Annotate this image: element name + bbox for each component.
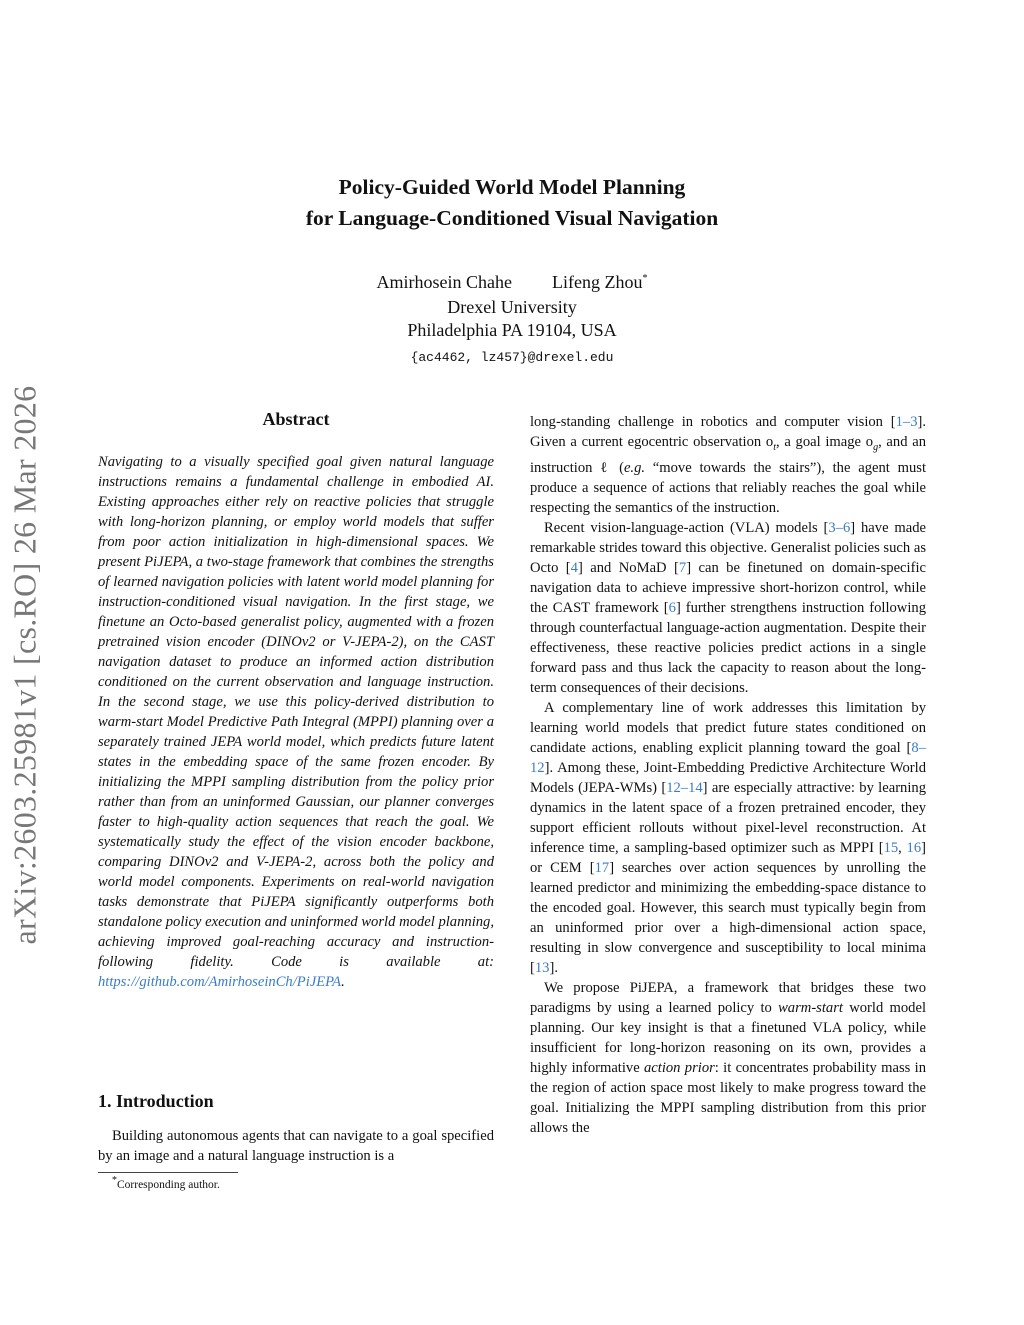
intro-heading: 1. Introduction (98, 1091, 214, 1111)
footnote-text: Corresponding author. (117, 1179, 220, 1191)
author-line (0, 270, 1024, 295)
intro-paragraph-2: Recent vision-language-action (VLA) models [3–6] have made remarkable strides toward this objective. Generalist policies such as Octo [4] and NoMaD [7] can be finetuned on domain-specific navigation data to achieve impressive short-horizon control, while the CAST framework [6] further strengthens instruction following through counterfactual language-action augmentation. Despite their effectiveness, these reactive policies predict actions in a single forward pass and thus lack the capacity to reason about the long-term consequences of their decisions. (530, 519, 926, 696)
citation[interactable]: 6 (668, 599, 676, 616)
intro-paragraph-4: We propose PiJEPA, a framework that bridges these two paradigms by using a learned policy to warm-start world model planning. Our key insight is that a finetuned VLA policy, while insufficient for long-horizon reasoning on its own, provides a highly informative action prior: it concentrates probability mass in the region of action space most likely to make progress toward the goal. Initializing the MPPI sampling distribution from this prior allows the (530, 979, 926, 1136)
footnote (112, 1175, 220, 1192)
author-name: Amirhosein Chahe (376, 272, 512, 292)
affiliation: Drexel University (447, 297, 577, 317)
citation[interactable]: 17 (594, 859, 610, 876)
intro-right-column (530, 412, 926, 1138)
paper-title-line2: for Language-Conditioned Visual Navigation (305, 206, 719, 230)
citation[interactable]: 4 (570, 559, 578, 576)
footnote-rule (98, 1172, 238, 1173)
citation[interactable]: 1–3 (895, 414, 918, 430)
intro-paragraph-1-cont: long-standing challenge in robotics and computer vision [1–3]. Given a current egocentric observation $o_t$, a goal image $o_g$, and an instruction ℓ (e.g. “move towards the stairs”), the agent must produce a sequence of actions that reliably reaches the goal while respecting the semantics of the instruction. (530, 414, 926, 516)
footnote-mark: * (112, 1175, 117, 1187)
address: Philadelphia PA 19104, USA (407, 320, 617, 340)
author-email: {ac4462, lz457}@drexel.edu (410, 350, 614, 365)
citation[interactable]: 3–6 (828, 519, 851, 536)
arxiv-id: arXiv:2603.25981v1 [cs.RO] 26 Mar 2026 (6, 385, 43, 945)
abstract-body (98, 452, 494, 992)
citation[interactable]: 8–12 (530, 739, 926, 776)
citation[interactable]: 13 (534, 959, 550, 976)
citation[interactable]: 15 (883, 839, 899, 856)
email-line (0, 343, 1024, 370)
citation[interactable]: 12–14 (666, 779, 703, 796)
intro-paragraph-1-start: Building autonomous agents that can navigate to a goal specified by an image and a natural language instruction is a (98, 1128, 494, 1164)
intro-left-paragraph (98, 1126, 494, 1166)
abstract-end: . (341, 974, 345, 990)
abstract-heading (98, 408, 494, 430)
intro-paragraph-3: A complementary line of work addresses this limitation by learning world models that predict future states conditioned on candidate actions, enabling explicit planning toward the goal [8–12]. Among these, Joint-Embedding Predictive Architecture World Models (JEPA-WMs) [12–14] are especially attractive: by learning dynamics in the latent space of a frozen pretrained encoder, they support efficient rollouts without pixel-level reconstruction. At inference time, a sampling-based optimizer such as MPPI [15, 16] or CEM [17] searches over action sequences by unrolling the learned predictor and minimizing the embedding-space distance to the encoded goal. However, this search must typically begin from an uninformed prior over a high-dimensional action space, resulting in slow convergence and susceptibility to local minima [13]. (530, 699, 927, 976)
citation[interactable]: 16 (906, 839, 922, 856)
author-name: Lifeng Zhou (552, 272, 643, 292)
citation[interactable]: 7 (678, 559, 687, 576)
abstract-text: Navigating to a visually specified goal given natural language instructions remains a fundamental challenge in embodied AI. Existing approaches either rely on reactive policies that struggle with long-horizon planning, or employ world models that suffer from poor action initialization in high-dimensional spaces. We present PiJEPA, a two-stage framework that combines the strengths of learned navigation policies with latent world model planning for instruction-conditioned visual navigation. In the first stage, we finetune an Octo-based generalist policy, augmented with a frozen pretrained vision encoder (DINOv2 or V-JEPA-2), on the CAST navigation dataset to produce an informed action distribution conditioned on the current observation and language instruction. In the second stage, we use this policy-derived distribution to warm-start Model Predictive Path Integral (MPPI) planning over a separately trained JEPA world model, which predicts future latent states in the embedding space of the same frozen encoder. By initializing the MPPI sampling distribution from the policy prior rather than from an uninformed Gaussian, our planner converges faster to high-quality action sequences that reach the goal. We systematically study the effect of the vision encoder backbone, comparing DINOv2 and V-JEPA-2, across both the policy and world model components. Experiments on real-world navigation tasks demonstrate that PiJEPA significantly outperforms both standalone policy execution and uninformed world model planning, achieving improved goal-reaching accuracy and instruction-following fidelity. Code is available at: (98, 454, 494, 970)
code-link[interactable]: https://github.com/AmirhoseinCh/PiJEPA (98, 974, 342, 990)
abstract-heading-text: Abstract (262, 409, 330, 429)
paper-title-line1: Policy-Guided World Model Planning (338, 175, 686, 199)
corresponding-mark: * (642, 273, 648, 284)
